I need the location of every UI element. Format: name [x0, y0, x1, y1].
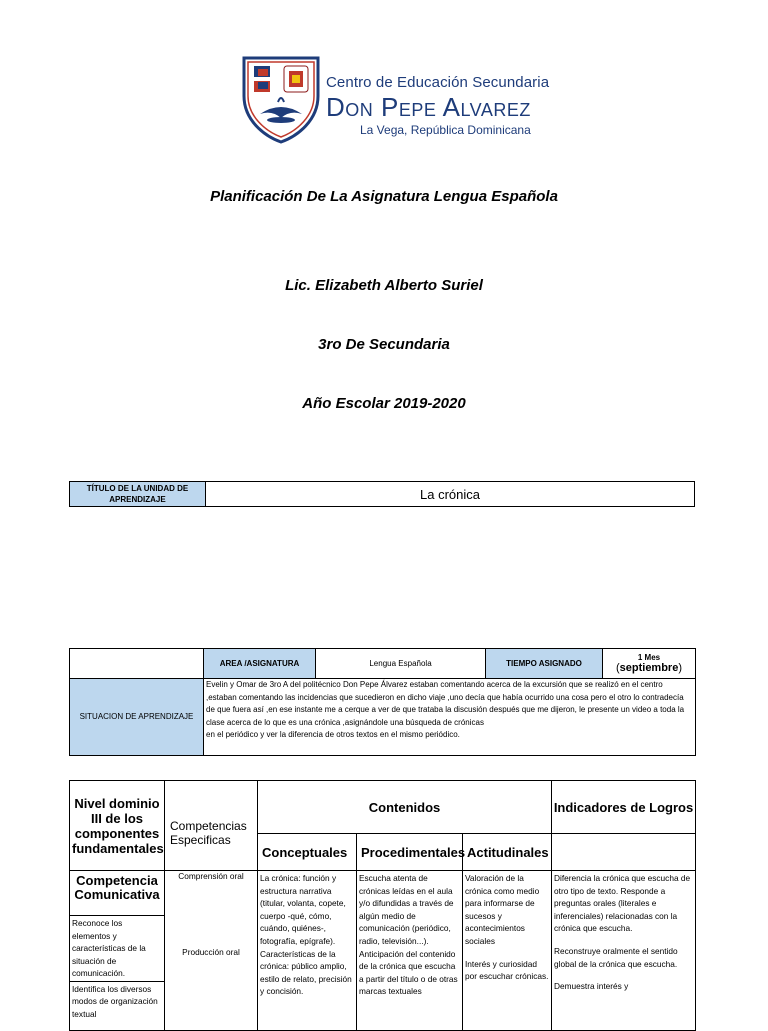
logo-location: La Vega, República Dominicana	[360, 123, 531, 137]
situation-label	[70, 679, 204, 756]
header-competencias: Competencias Especificas	[165, 781, 258, 871]
header-indicadores-empty	[552, 834, 696, 871]
planning-table	[69, 780, 696, 1031]
nivel-item: Identifica los diversos modos de organización textual	[70, 981, 164, 1022]
subject-title: Planificación De La Asignatura Lengua Española	[210, 188, 558, 205]
time-label: TIEMPO ASIGNADO	[486, 649, 603, 679]
nivel-cell	[70, 871, 165, 1031]
situation-paragraph-2: en el periódico y ver la diferencia de otros textos en el mismo periódico.	[206, 730, 460, 740]
header-procedimentales: Procedimentales	[357, 834, 463, 871]
school-logo	[240, 52, 580, 144]
unit-title-label: TÍTULO DE LA UNIDAD DE APRENDIZAJE	[70, 482, 206, 507]
area-label: AREA /ASIGNATURA	[204, 649, 316, 679]
school-crest-icon	[240, 52, 322, 144]
competencia-especifica: Producción oral	[182, 947, 240, 957]
situation-paragraph: Evelin y Omar de 3ro A del politécnico Don Pepe Álvarez estaban comentando acerca de la excursión que se realizó en el centro ,estaban comentando las incidencias que sucedieron en dicho viaje ,uno decía que había ocurrido una cosa pero el otro lo contradecía de que fuera así ,en ese instante me a cerque a ver de que trataba la discusión después que me dijeron, le presente un video a toda la clase acerca de lo que es una crónica ,asignándole una búsqueda de crónicas	[206, 680, 685, 727]
area-value: Lengua Española	[316, 649, 486, 679]
header-nivel: Nivel dominio III de los componentes fundamentales	[70, 781, 165, 871]
time-month: septiembre	[619, 662, 679, 674]
nivel-item: Reconoce los elementos y características de la situación de comunicación.	[70, 915, 164, 981]
logo-school-type: Centro de Educación Secundaria	[326, 74, 550, 91]
actitudinales-cell	[463, 871, 552, 1031]
logo-school-name: Don Pepe Alvarez	[326, 92, 531, 122]
grade-level: 3ro De Secundaria	[318, 336, 450, 353]
actitudinales-text: Valoración de la crónica como medio para informarse de sucesos y acontecimientos sociales	[465, 873, 540, 946]
conceptuales-text: La crónica: función y estructura narrativa (titular, volanta, copete, cuerpo -qué, cómo, cuándo, quiénes-, fotografía, epígrafe). Características de la crónica: público amplio, estilo de relato, precisión y concisión.	[260, 873, 352, 997]
header-conceptuales: Conceptuales	[258, 834, 357, 871]
procedimentales-text: Escucha atenta de crónicas leídas en el aula y/o difundidas a través de algún medio de comunicación (periódico, radio, televisión...). Anticipación del contenido de la crónica que escucha a partir del título o de otras marcas textuales	[359, 873, 458, 997]
unit-title-table	[69, 481, 695, 507]
header-contenidos: Contenidos	[258, 781, 552, 834]
indicador-text: Reconstruye oralmente el sentido global de la crónica que escucha.	[554, 945, 678, 969]
indicador-text: Diferencia la crónica que escucha de otro tipo de texto. Responde a preguntas orales (literales e inferenciales) relacionadas con la crónica que escucha.	[554, 873, 691, 934]
header-actitudinales: Actitudinales	[463, 834, 552, 871]
teacher-name: Lic. Elizabeth Alberto Suriel	[285, 277, 483, 294]
indicador-text: Demuestra interés y	[554, 981, 629, 992]
situation-text	[204, 679, 696, 756]
actitudinales-text: Interés y curiosidad por escuchar crónicas.	[465, 958, 549, 982]
competencia-comunicativa: Competencia Comunicativa	[74, 873, 160, 902]
competencias-cell	[165, 871, 258, 1031]
procedimentales-cell	[357, 871, 463, 1031]
indicadores-cell	[552, 871, 696, 1031]
area-info-table	[69, 648, 696, 756]
time-value: 1 Mes (septiembre)	[603, 649, 696, 679]
header-indicadores: Indicadores de Logros	[552, 781, 696, 834]
unit-title-value: La crónica	[206, 482, 695, 507]
time-duration: 1 Mes	[637, 653, 661, 662]
situation-label-text: SITUACION DE APRENDIZAJE	[79, 712, 194, 721]
conceptuales-cell	[258, 871, 357, 1031]
area-empty-cell	[70, 649, 204, 679]
school-year: Año Escolar 2019-2020	[302, 395, 466, 412]
competencia-especifica: Comprensión oral	[178, 871, 244, 881]
